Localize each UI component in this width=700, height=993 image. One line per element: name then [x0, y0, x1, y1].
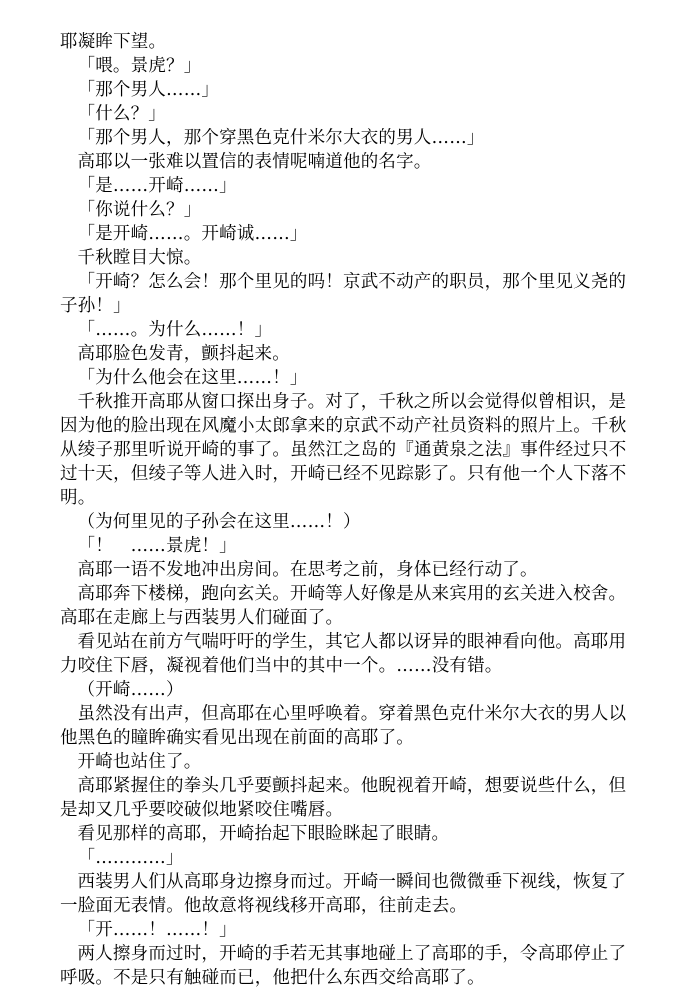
narration-paragraph: 千秋瞠目大惊。 — [77, 248, 202, 268]
inner-thought-line: （开崎……） — [77, 680, 184, 700]
dialogue-line: 「是……开崎……」 — [77, 176, 237, 196]
narration-paragraph: 高耶奔下楼梯，跑向玄关。开崎等人好像是从来宾用的玄关进入校舍。高耶在走廊上与西装男人们碰面了。 — [60, 584, 627, 628]
narration-paragraph: 千秋推开高耶从窗口探出身子。对了，千秋之所以会觉得似曾相识，是因为他的脸出现在风魔小太郎拿来的京武不动产社员资料的照片上。千秋从绫子那里听说开崎的事了。虽然江之岛的『通黄泉之法』事件经过只不过十天，但绫子等人进入时，开崎已经不见踪影了。只有他一个人下落不明。 — [60, 392, 627, 508]
narration-paragraph: 高耶紧握住的拳头几乎要颤抖起来。他睨视着开崎，想要说些什么，但是却又几乎要咬破似地紧咬住嘴唇。 — [60, 776, 627, 820]
inner-thought-line: （为何里见的子孙会在这里……！） — [77, 512, 361, 532]
dialogue-line: 「那个男人……」 — [77, 80, 220, 100]
dialogue-line: 「什么？」 — [77, 104, 166, 124]
narration-paragraph: 高耶以一张难以置信的表情呢喃道他的名字。 — [77, 152, 432, 172]
narration-paragraph: 两人擦身而过时，开崎的手若无其事地碰上了高耶的手，令高耶停止了呼吸。不是只有触碰而已，他把什么东西交给高耶了。 — [60, 944, 627, 988]
narration-paragraph: 虽然没有出声，但高耶在心里呼唤着。穿着黑色克什米尔大衣的男人以他黑色的瞳眸确实看见出现在前面的高耶了。 — [60, 704, 627, 748]
dialogue-line: 「……。为什么……！」 — [77, 320, 273, 340]
narration-paragraph: 看见站在前方气喘吁吁的学生，其它人都以讶异的眼神看向他。高耶用力咬住下唇，凝视着他们当中的其中一个。……没有错。 — [60, 632, 627, 676]
paragraph-continuation: 耶凝眸下望。 — [60, 32, 167, 52]
dialogue-line: 「！ ……景虎！」 — [77, 536, 237, 556]
narration-paragraph: 高耶脸色发青，颤抖起来。 — [77, 344, 290, 364]
dialogue-line: 「你说什么？」 — [77, 200, 202, 220]
narration-paragraph: 西装男人们从高耶身边擦身而过。开崎一瞬间也微微垂下视线，恢复了一脸面无表情。他故意将视线移开高耶，往前走去。 — [60, 872, 627, 916]
narration-paragraph: 开崎也站住了。 — [77, 752, 202, 772]
dialogue-line: 「那个男人，那个穿黑色克什米尔大衣的男人……」 — [77, 128, 485, 148]
novel-page — [60, 30, 640, 990]
dialogue-line: 「开……！……！」 — [77, 920, 237, 940]
dialogue-line: 「…………」 — [77, 848, 184, 868]
dialogue-line: 「喂。景虎？」 — [77, 56, 202, 76]
dialogue-line: 「是开崎……。开崎诚……」 — [77, 224, 308, 244]
narration-paragraph: 高耶一语不发地冲出房间。在思考之前，身体已经行动了。 — [77, 560, 538, 580]
dialogue-line: 「开崎？怎么会！那个里见的吗！京武不动产的职员，那个里见义尧的子孙！」 — [60, 272, 627, 316]
narration-paragraph: 看见那样的高耶，开崎抬起下眼睑眯起了眼睛。 — [77, 824, 450, 844]
dialogue-line: 「为什么他会在这里……！」 — [77, 368, 308, 388]
